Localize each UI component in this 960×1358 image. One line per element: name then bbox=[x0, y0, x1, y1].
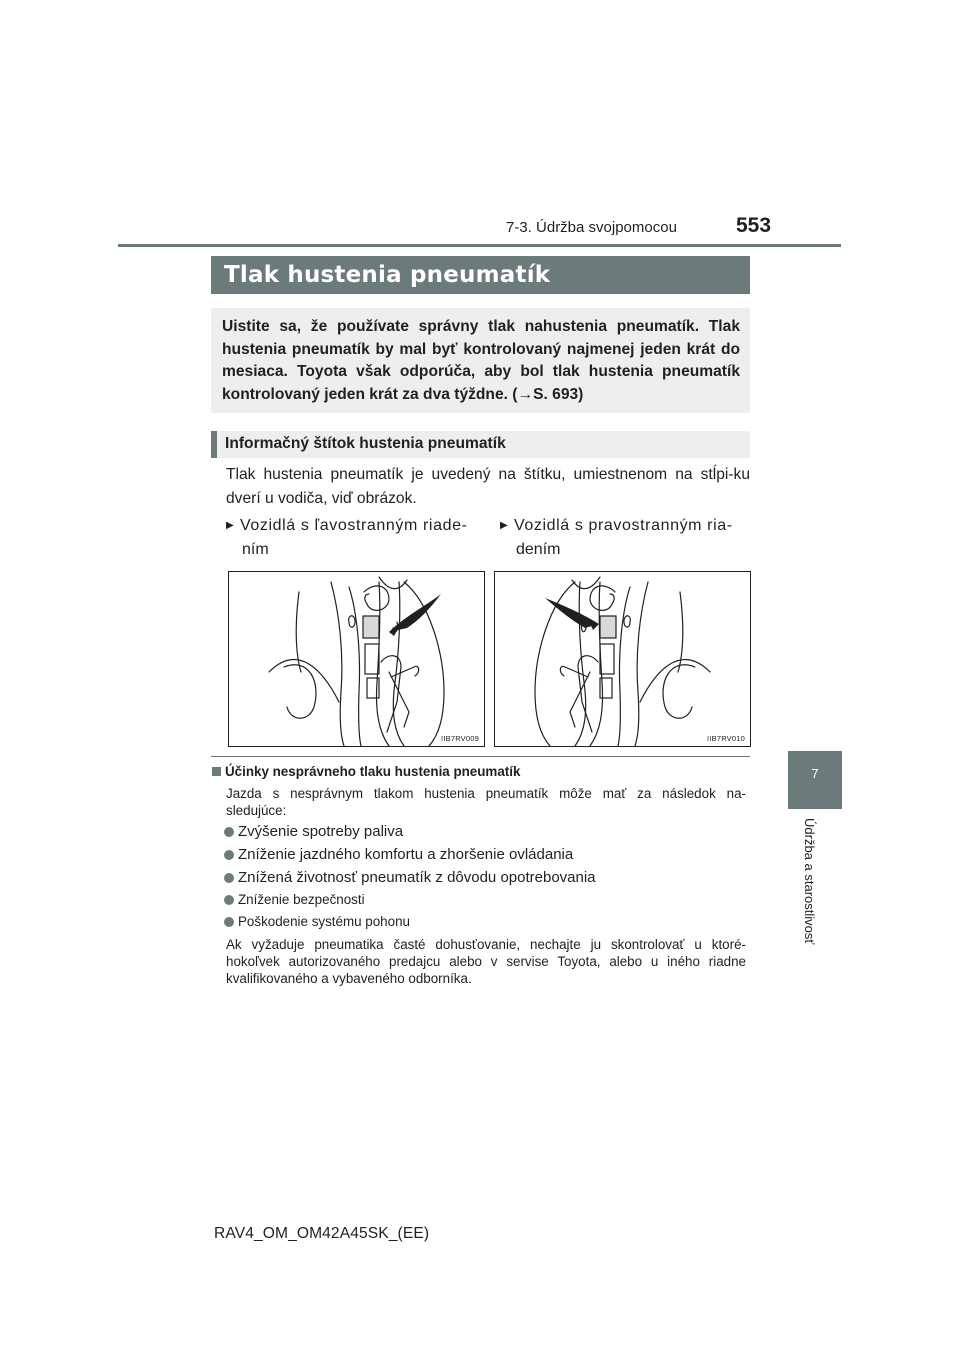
effects-lead-line1: Jazda s nesprávnym tlakom hustenia pneumatík môže mať za následok na- bbox=[226, 786, 746, 801]
section-divider bbox=[211, 756, 750, 757]
figure-code: IIB7RV009 bbox=[441, 734, 479, 743]
variant-lhd-line1: Vozidlá s ľavostranným riade- bbox=[240, 517, 468, 534]
effects-note bbox=[226, 936, 746, 987]
label-location-paragraph: Tlak hustenia pneumatík je uvedený na štítku, umiestnenom na stĺpi-ku dverí u vodiča, viď obrázok. bbox=[226, 466, 750, 507]
effects-heading bbox=[212, 764, 520, 779]
effect-item-text: Poškodenie systému pohonu bbox=[238, 914, 410, 929]
intro-text: Uistite sa, že používate správny tlak nahustenia pneumatík. Tlak hustenia pneumatík by mal byť kontrolovaný najmenej jeden krát do mesiaca. Toyota však odporúča, aby bol tlak hustenia pneumatík kontrolovaný jeden krát za dva týždne. (→S. 693) bbox=[222, 318, 740, 403]
effect-item bbox=[224, 846, 573, 863]
header-rule bbox=[118, 244, 841, 247]
bullet-dot-icon bbox=[224, 917, 234, 927]
effects-note-line1: Ak vyžaduje pneumatika časté dohusťovanie, nechajte ju skontrolovať u ktoré- bbox=[226, 937, 746, 952]
door-pillar-illustration bbox=[229, 572, 484, 746]
effects-lead bbox=[226, 785, 746, 819]
subheading-accent bbox=[211, 431, 217, 458]
variant-lhd-line2: ním bbox=[242, 541, 269, 558]
variant-rhd bbox=[500, 514, 745, 562]
effects-note-line3: kvalifikovaného a vybaveného odborníka. bbox=[226, 971, 472, 986]
section-title: 7-3. Údržba svojpomocou bbox=[506, 219, 677, 236]
triangle-marker-icon: ▶ bbox=[500, 520, 508, 531]
variant-lhd bbox=[226, 514, 471, 562]
chapter-number: 7 bbox=[811, 766, 819, 781]
effect-item bbox=[224, 914, 410, 929]
page-title: Tlak hustenia pneumatík bbox=[224, 262, 551, 288]
square-bullet-icon bbox=[212, 767, 221, 776]
effects-note-line2: hokoľvek autorizovaného predajcu alebo v servise Toyota, alebo u iného riadne bbox=[226, 954, 746, 969]
effect-item bbox=[224, 869, 596, 886]
bullet-dot-icon bbox=[224, 895, 234, 905]
bullet-dot-icon bbox=[224, 850, 234, 860]
effect-item-text: Zníženie jazdného komfortu a zhoršenie ovládania bbox=[238, 846, 574, 863]
figure-rhd bbox=[494, 571, 751, 747]
document-code: RAV4_OM_OM42A45SK_(EE) bbox=[214, 1225, 430, 1242]
effect-item bbox=[224, 823, 403, 840]
bullet-dot-icon bbox=[224, 827, 234, 837]
bullet-dot-icon bbox=[224, 873, 234, 883]
effects-heading-text: Účinky nesprávneho tlaku hustenia pneumatík bbox=[225, 764, 521, 779]
triangle-marker-icon: ▶ bbox=[226, 520, 234, 531]
variant-rhd-line1: Vozidlá s pravostranným ria- bbox=[514, 517, 733, 534]
door-pillar-illustration bbox=[495, 572, 750, 746]
figure-code: IIB7RV010 bbox=[707, 734, 745, 743]
page-number: 553 bbox=[736, 214, 772, 237]
effect-item-text: Zníženie bezpečnosti bbox=[238, 892, 365, 907]
effects-lead-line2: sledujúce: bbox=[226, 803, 287, 818]
effect-item-text: Znížená životnosť pneumatík z dôvodu opotrebovania bbox=[238, 869, 596, 886]
variant-rhd-line2: dením bbox=[516, 541, 561, 558]
effect-item-text: Zvýšenie spotreby paliva bbox=[238, 823, 404, 840]
chapter-label: Údržba a starostlivosť bbox=[802, 818, 817, 945]
subheading: Informačný štítok hustenia pneumatík bbox=[225, 435, 506, 452]
effect-item bbox=[224, 892, 365, 907]
figure-lhd bbox=[228, 571, 485, 747]
